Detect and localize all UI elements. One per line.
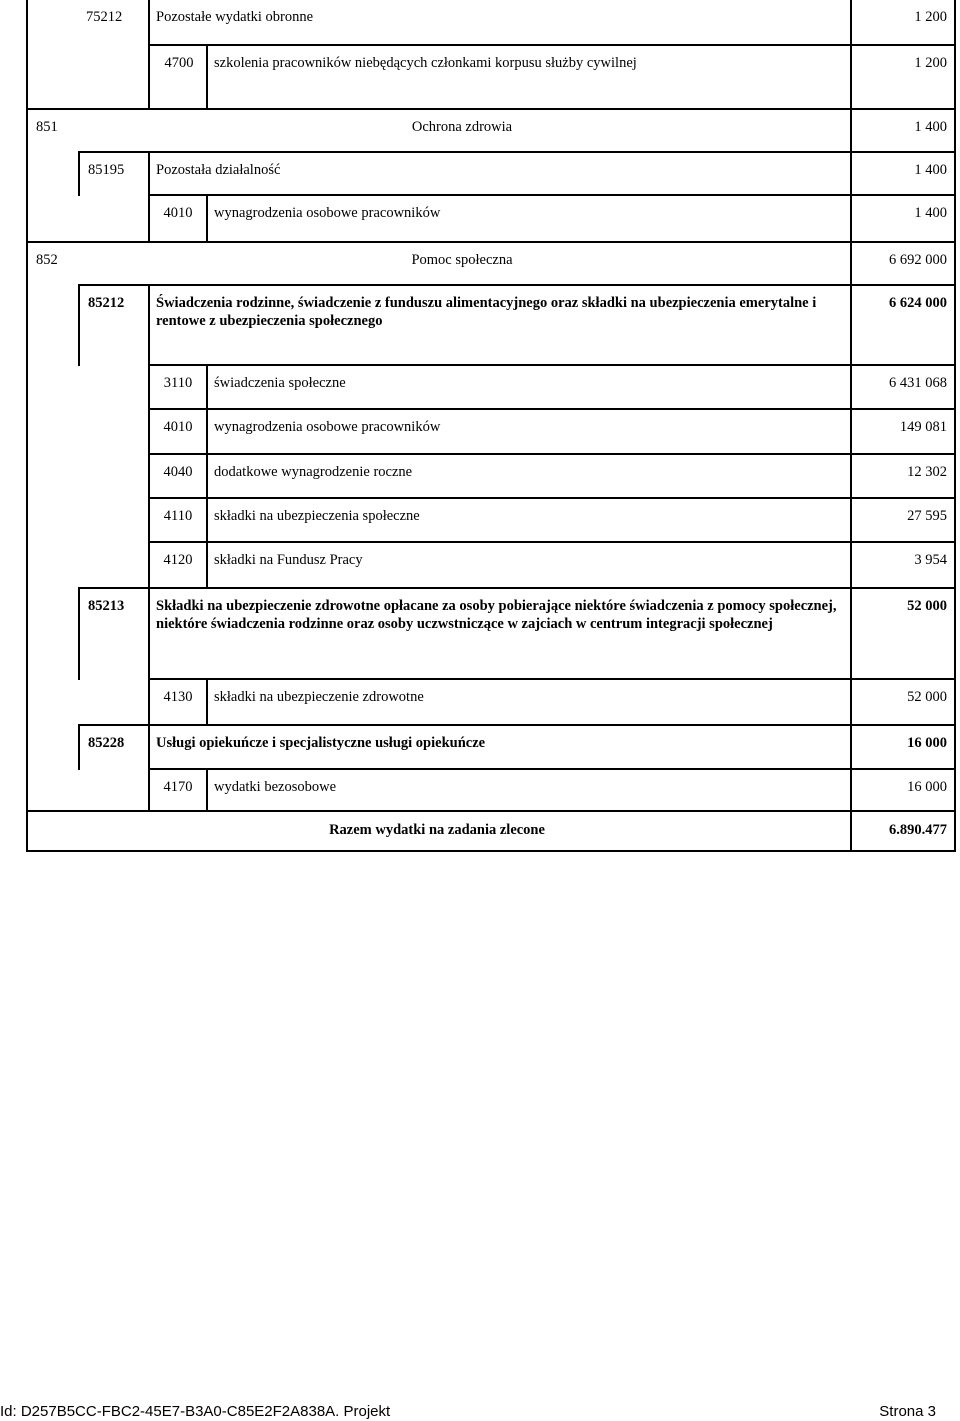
row-description: wynagrodzenia osobowe pracowników [206,410,850,455]
table-row [148,678,954,726]
row-code: 4040 [148,455,206,499]
row-description: dodatkowe wynagrodzenie roczne [206,455,850,499]
row-code: 75212 [86,9,123,25]
row-amount: 1 200 [850,0,956,44]
row-code: 4120 [148,543,206,589]
row-amount: 16 000 [850,770,956,812]
table-row [78,151,954,196]
total-amount: 6.890.477 [850,812,956,852]
total-label: Razem wydatki na zadania zlecone [329,822,545,838]
table-row [78,724,954,770]
row-amount: 1 400 [850,110,956,153]
table-row [148,453,954,499]
row-description: składki na ubezpieczenia społeczne [206,499,850,543]
row-description: Pozostałe wydatki obronne [148,0,850,44]
row-amount: 12 302 [850,455,956,499]
row-code: 4170 [148,770,206,812]
table-row [28,44,954,108]
table-row [28,108,954,153]
page-number: Strona 3 [879,1403,936,1420]
row-code: 85195 [78,153,148,196]
row-code: 85228 [78,726,148,770]
row-amount: 1 200 [850,44,956,108]
table-row [148,364,954,410]
table-row [148,497,954,543]
row-description: Składki na ubezpieczenie zdrowotne opłacane za osoby pobierające niektóre świadczenia z pomocy społecznej, niektóre świadczenia rodzinne oraz osoby uczwstniczące w zajciach w centrum integracji społecznej [148,589,850,680]
row-description: Pozostała działalność [148,153,850,196]
row-code: 85212 [78,286,148,366]
row-code: 4130 [148,680,206,726]
row-description: szkolenia pracowników niebędących członkami korpusu służby cywilnej [206,44,850,108]
table-row [78,587,954,680]
row-amount: 27 595 [850,499,956,543]
row-amount: 16 000 [850,726,956,770]
table-row [148,768,954,812]
row-amount: 3 954 [850,543,956,589]
row-amount: 1 400 [850,153,956,196]
row-amount: 52 000 [850,589,956,680]
total-row [28,810,954,852]
row-code: 852 [36,252,58,268]
row-code: 4010 [148,196,206,243]
row-amount: 6 692 000 [850,243,956,286]
row-description: składki na ubezpieczenie zdrowotne [206,680,850,726]
row-amount: 1 400 [850,196,956,243]
row-description: świadczenia społeczne [206,366,850,410]
table-row [28,0,954,44]
row-amount: 6 431 068 [850,366,956,410]
row-description: Usługi opiekuńcze i specjalistyczne usługi opiekuńcze [148,726,850,770]
row-code: 851 [36,119,58,135]
budget-table [26,0,956,852]
table-row [28,241,954,286]
row-description: Ochrona zdrowia [411,119,513,135]
table-row [78,284,954,366]
row-amount: 52 000 [850,680,956,726]
row-description: wydatki bezosobowe [206,770,850,812]
row-amount: 149 081 [850,410,956,455]
row-description: wynagrodzenia osobowe pracowników [206,196,850,243]
table-row [148,541,954,589]
table-row [148,194,954,243]
row-code: 4010 [148,410,206,455]
row-code: 4700 [148,44,208,108]
table-row [148,408,954,455]
row-code: 85213 [78,589,148,680]
row-amount: 6 624 000 [850,286,956,366]
row-description: Pomoc społeczna [411,252,513,268]
row-description: Świadczenia rodzinne, świadczenie z funduszu alimentacyjnego oraz składki na ubezpieczenia emerytalne i rentowe z ubezpieczenia społecznego [148,286,850,366]
row-code: 3110 [148,366,206,410]
row-code: 4110 [148,499,206,543]
row-description: składki na Fundusz Pracy [206,543,850,589]
document-id: Id: D257B5CC-FBC2-45E7-B3A0-C85E2F2A838A. Projekt [0,1403,391,1420]
